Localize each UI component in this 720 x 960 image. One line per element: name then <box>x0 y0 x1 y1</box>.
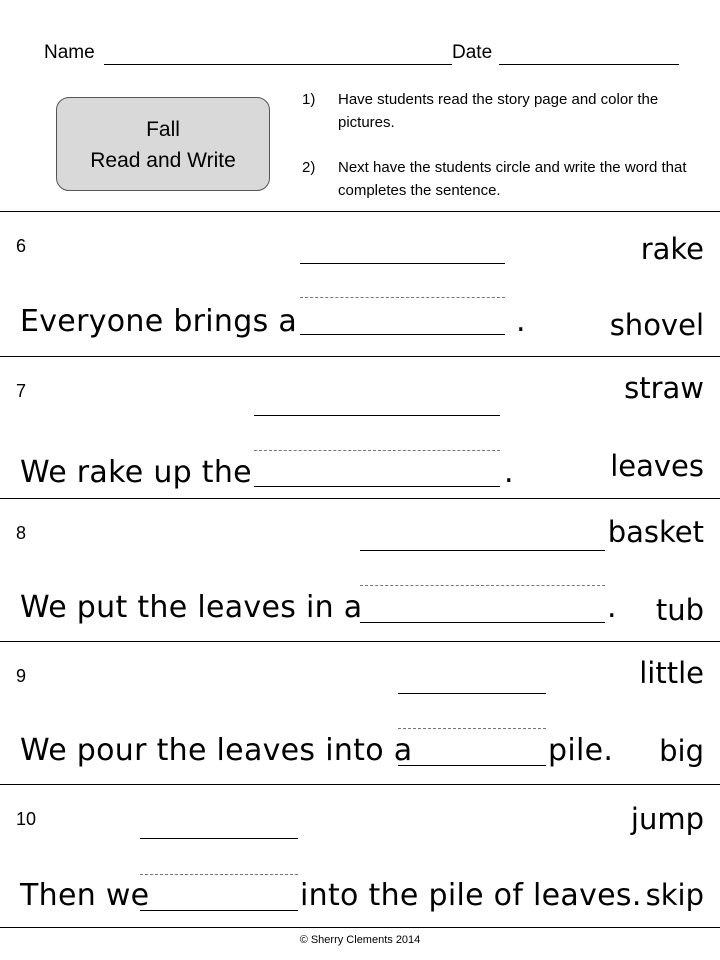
sentence-start: We rake up the <box>20 455 252 490</box>
item-number: 9 <box>16 666 27 686</box>
title-line-1: Fall <box>146 118 180 141</box>
word-choice[interactable]: little <box>639 656 704 690</box>
date-line[interactable] <box>499 64 679 65</box>
word-choice[interactable]: rake <box>640 232 704 266</box>
sentence-end: into the pile of leaves. <box>300 878 642 913</box>
instruction-number: 1) <box>302 91 316 108</box>
trace-line <box>398 693 546 694</box>
title-line-2: Read and Write <box>90 149 236 172</box>
item-number: 10 <box>16 809 37 829</box>
date-label: Date <box>452 42 493 63</box>
trace-line <box>140 838 298 839</box>
trace-line <box>300 263 505 264</box>
name-line[interactable] <box>104 64 452 65</box>
item-number: 7 <box>16 381 27 401</box>
sentence-end: . <box>607 590 617 625</box>
name-label: Name <box>44 42 95 63</box>
word-choice[interactable]: basket <box>607 515 704 549</box>
item-number: 6 <box>16 236 27 256</box>
copyright-notice: © Sherry Clements 2014 <box>299 934 421 946</box>
exercise-row <box>0 498 720 641</box>
instruction-text: Next have the students circle and write the word that completes the sentence. <box>338 159 687 199</box>
word-choice[interactable]: skip <box>645 878 704 912</box>
word-choice[interactable]: tub <box>655 593 704 627</box>
midline-dashed <box>254 450 500 451</box>
sentence-end: . <box>516 304 526 339</box>
sentence-start: Everyone brings a <box>20 304 298 339</box>
word-choice[interactable]: shovel <box>609 308 704 342</box>
word-choice[interactable]: big <box>659 734 704 768</box>
sentence-end: . <box>504 455 514 490</box>
sentence-start: Then we <box>20 878 150 913</box>
midline-dashed <box>300 297 505 298</box>
word-choice[interactable]: leaves <box>610 449 704 483</box>
title-box <box>56 97 270 191</box>
exercise-row <box>0 356 720 498</box>
item-number: 8 <box>16 523 27 543</box>
midline-dashed <box>140 874 298 875</box>
sentence-start: We put the leaves in a <box>20 590 363 625</box>
exercise-row <box>0 784 720 928</box>
word-choice[interactable]: jump <box>630 802 704 836</box>
answer-blank[interactable] <box>300 334 505 335</box>
instruction-number: 2) <box>302 159 316 176</box>
sentence-start: We pour the leaves into a <box>20 733 413 768</box>
trace-line <box>360 550 605 551</box>
midline-dashed <box>398 728 546 729</box>
instruction-text: Have students read the story page and color the pictures. <box>338 91 659 131</box>
exercise-row <box>0 211 720 356</box>
answer-blank[interactable] <box>140 910 298 911</box>
answer-blank[interactable] <box>360 622 605 623</box>
trace-line <box>254 415 500 416</box>
answer-blank[interactable] <box>398 765 546 766</box>
word-choice[interactable]: straw <box>624 371 704 405</box>
answer-blank[interactable] <box>254 486 500 487</box>
midline-dashed <box>360 585 605 586</box>
exercise-row <box>0 641 720 784</box>
sentence-end: pile. <box>548 733 614 768</box>
